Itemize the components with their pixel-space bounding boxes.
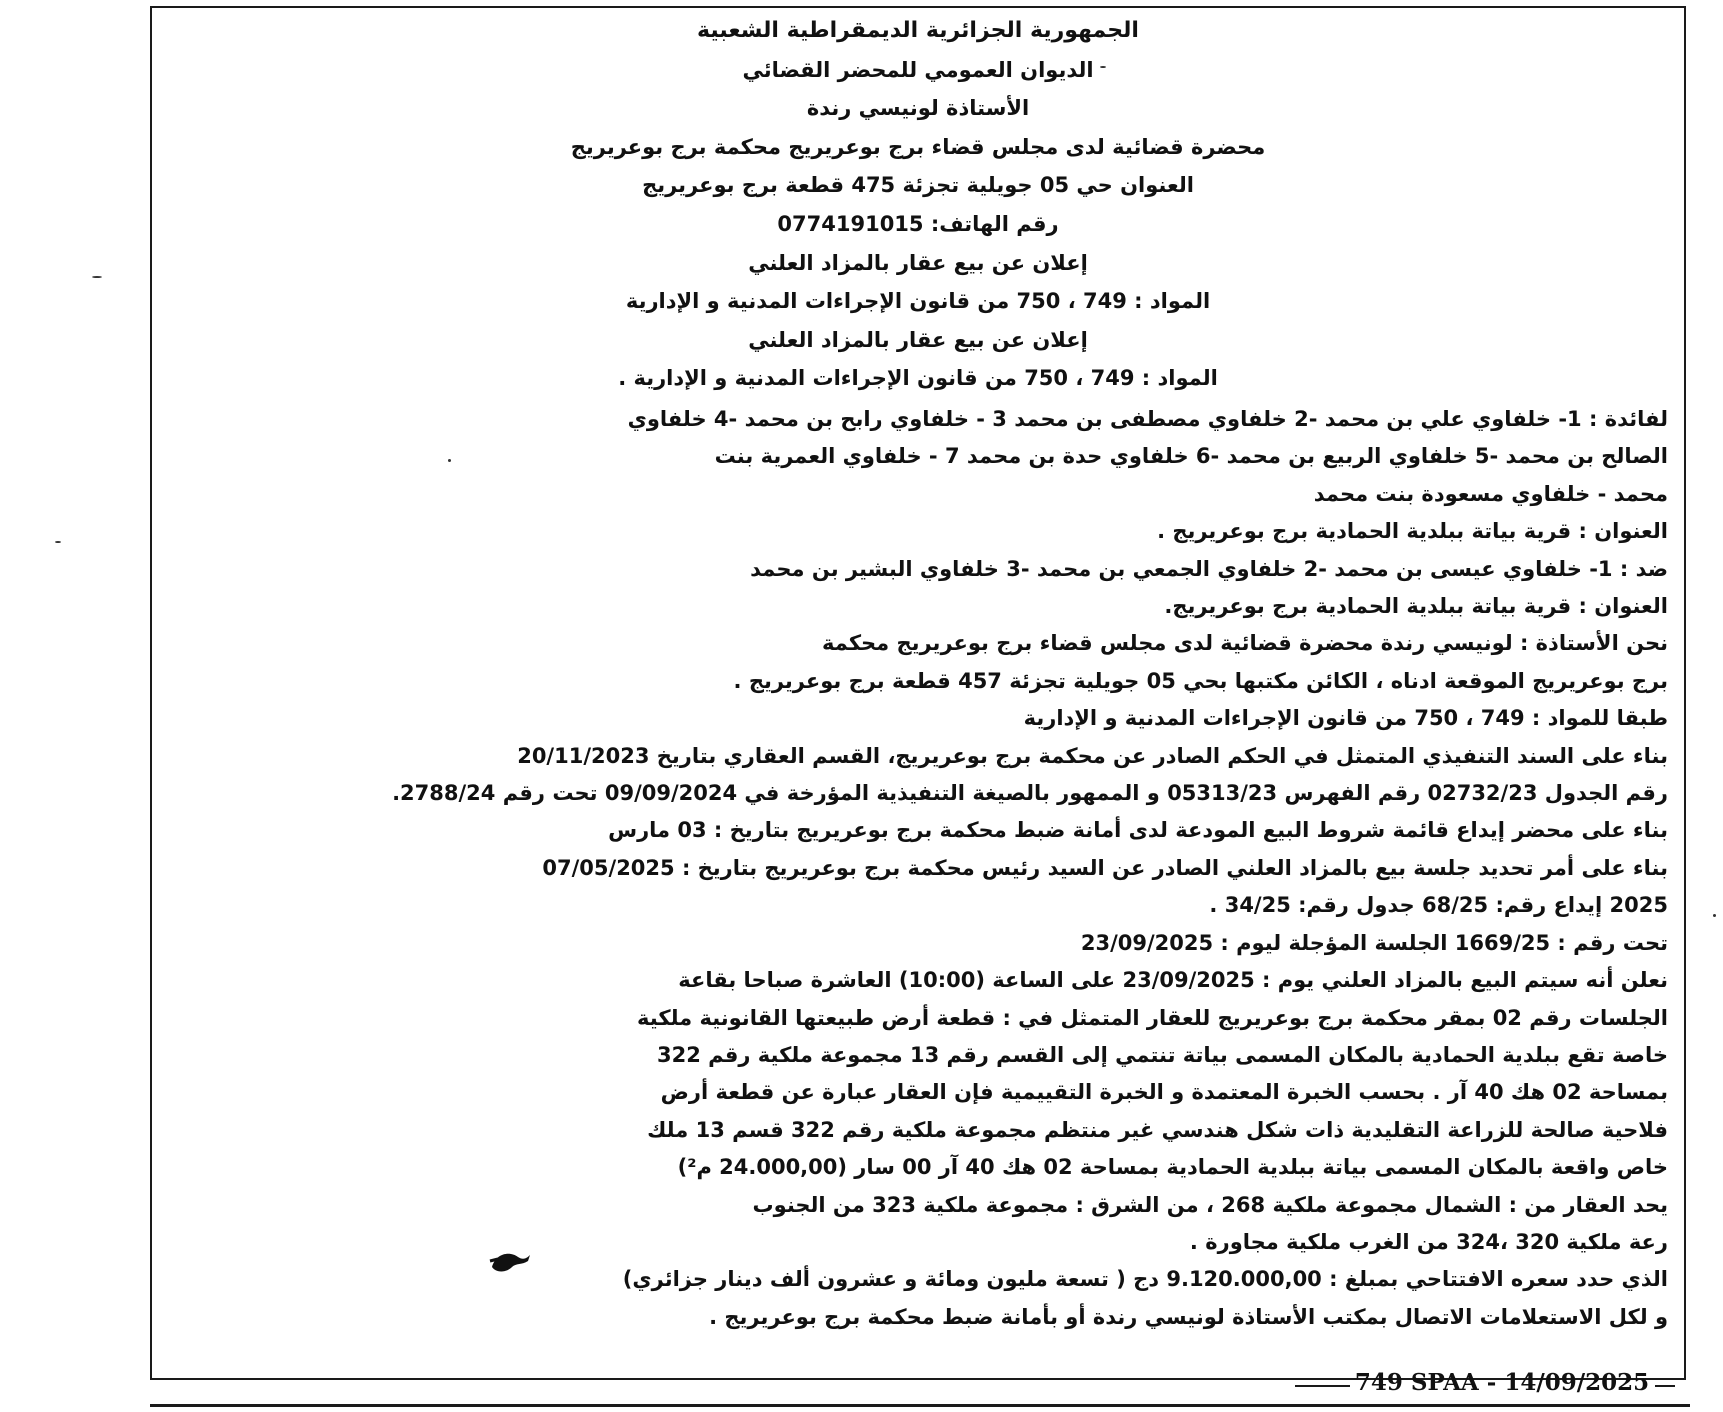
- header-articles: المواد : 749 ، 750 من قانون الإجراءات المدنية و الإدارية: [625, 289, 1211, 314]
- header-phone: رقم الهاتف: 0774191015: [777, 211, 1059, 236]
- body-line: العنوان : قرية بياتة ببلدية الحمادية برج بوعريريج .: [1157, 519, 1668, 544]
- print-speck: [1713, 914, 1716, 917]
- body-line: رعة ملكية 320 ،324 من الغرب ملكية مجاورة .: [1189, 1229, 1668, 1254]
- body-line: ضد : 1- خلفاوي عيسى بن محمد -2 خلفاوي الجمعي بن محمد -3 خلفاوي البشير بن محمد: [750, 556, 1668, 581]
- bottom-rule: [150, 1404, 1690, 1407]
- body-line: بناء على السند التنفيذي المتمثل في الحكم الصادر عن محكمة برج بوعريريج، القسم العقاري بتاريخ 20/11/2023: [517, 743, 1668, 768]
- footer-rule-left: [1295, 1385, 1350, 1387]
- body-line: بناء على أمر تحديد جلسة بيع بالمزاد العلني الصادر عن السيد رئيس محكمة برج بوعريريج بتاريخ : 07/05/2025: [542, 855, 1668, 880]
- header-bailiff-name: الأستاذة لونيسي رندة: [806, 96, 1030, 121]
- print-speck: [55, 541, 61, 543]
- notice-body: [168, 401, 1668, 1336]
- body-line: بناء على محضر إيداع قائمة شروط البيع المودعة لدى أمانة ضبط محكمة برج بوعريريج بتاريخ : 03 مارس: [608, 818, 1668, 843]
- body-line: الجلسات رقم 02 بمقر محكمة برج بوعريريج للعقار المتمثل في : قطعة أرض طبيعتها القانونية ملكية: [637, 1005, 1668, 1030]
- header-notice-title: إعلان عن بيع عقار بالمزاد العلني: [748, 250, 1088, 275]
- body-line: برج بوعريريج الموقعة ادناه ، الكائن مكتبها بحي 05 جويلية تجزئة 457 قطعة برج بوعريريج .: [733, 668, 1668, 693]
- header-articles-repeat: المواد : 749 ، 750 من قانون الإجراءات المدنية و الإدارية .: [618, 366, 1218, 391]
- body-line: فلاحية صالحة للزراعة التقليدية ذات شكل هندسي غير منتظم مجموعة ملكية رقم 322 قسم 13 ملك: [647, 1117, 1668, 1142]
- footer-reference: 749 SPAA - 14/09/2025: [1354, 1369, 1650, 1396]
- body-line: لفائدة : 1- خلفاوي علي بن محمد -2 خلفاوي مصطفى بن محمد 3 - خلفاوي رابح بن محمد -4 خلفاوي: [627, 407, 1668, 431]
- header-office-name: الديوان العمومي للمحضر القضائي: [742, 57, 1094, 82]
- print-speck: [448, 459, 451, 462]
- body-line: الذي حدد سعره الافتتاحي بمبلغ : 9.120.000,00 دج ( تسعة مليون ومائة و عشرون ألف دينار جزائري): [622, 1267, 1668, 1292]
- print-speck: [1100, 66, 1106, 68]
- body-line: الصالح بن محمد -5 خلفاوي الربيع بن محمد -6 خلفاوي حدة بن محمد 7 - خلفاوي العمرية بنت: [714, 444, 1668, 469]
- print-speck: [92, 276, 102, 278]
- header-address: العنوان حي 05 جويلية تجزئة 475 قطعة برج بوعريريج: [642, 173, 1194, 198]
- body-line: و لكل الاستعلامات الاتصال بمكتب الأستاذة لونيسي رندة أو بأمانة ضبط محكمة برج بوعريريج .: [709, 1304, 1668, 1329]
- document-header: [150, 12, 1686, 398]
- body-line: 2025 إيداع رقم: 68/25 جدول رقم: 34/25 .: [1209, 893, 1668, 918]
- footer-rule-right: [1655, 1385, 1675, 1387]
- body-line: يحد العقار من : الشمال مجموعة ملكية 268 ، من الشرق : مجموعة ملكية 323 من الجنوب: [752, 1192, 1668, 1217]
- body-line: نعلن أنه سيتم البيع بالمزاد العلني يوم : 23/09/2025 على الساعة (10:00) العاشرة صباحا بقاعة: [678, 968, 1668, 993]
- body-line: العنوان : قرية بياتة ببلدية الحمادية برج بوعريريج.: [1164, 594, 1668, 619]
- body-line: محمد - خلفاوي مسعودة بنت محمد: [1313, 481, 1668, 506]
- signature-mark-icon: [488, 1247, 532, 1275]
- body-line: نحن الأستاذة : لونيسي رندة محضرة قضائية لدى مجلس قضاء برج بوعريريج محكمة: [822, 631, 1668, 656]
- body-line: خاصة تقع ببلدية الحمادية بالمكان المسمى بياتة تنتمي إلى القسم رقم 13 مجموعة ملكية رقم 322: [657, 1042, 1668, 1067]
- header-notice-title-repeat: إعلان عن بيع عقار بالمزاد العلني: [748, 327, 1088, 352]
- header-republic-name: الجمهورية الجزائرية الديمقراطية الشعبية: [697, 18, 1139, 43]
- body-line: بمساحة 02 هك 40 آر . بحسب الخبرة المعتمدة و الخبرة التقييمية فإن العقار عبارة عن قطعة أرض: [660, 1080, 1668, 1105]
- header-bailiff-title: محضرة قضائية لدى مجلس قضاء برج بوعريريج محكمة برج بوعريريج: [570, 134, 1266, 159]
- body-line: تحت رقم : 1669/25 الجلسة المؤجلة ليوم : 23/09/2025: [1080, 930, 1668, 955]
- body-line: طبقا للمواد : 749 ، 750 من قانون الإجراءات المدنية و الإدارية: [1023, 706, 1668, 731]
- body-line: خاص واقعة بالمكان المسمى بياتة ببلدية الحمادية بمساحة 02 هك 40 آر 00 سار (24.000,00 م²): [677, 1155, 1668, 1180]
- body-line: رقم الجدول 02732/23 رقم الفهرس 05313/23 و الممهور بالصيغة التنفيذية المؤرخة في 09/09/2024 تحت رقم 2788/24.: [392, 781, 1668, 806]
